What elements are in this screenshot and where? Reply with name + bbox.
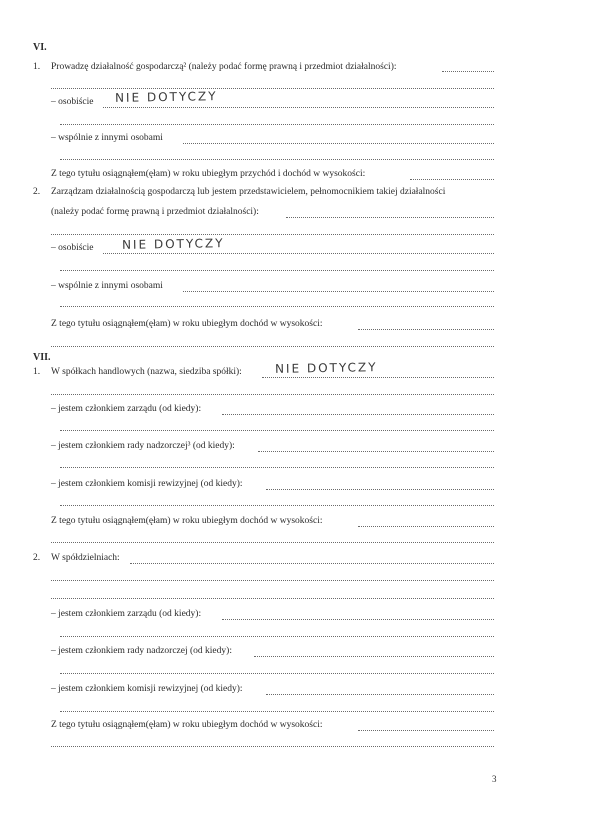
jointly-answer-line[interactable] <box>183 291 494 292</box>
answer-line[interactable] <box>51 580 494 581</box>
answer-line[interactable] <box>60 673 494 674</box>
audit-committee-answer-line[interactable] <box>266 489 494 490</box>
answer-line[interactable] <box>60 124 494 125</box>
management-question-line1: Zarządzam działalnością gospodarczą lub jestem przedstawicielem, pełnomocnikiem takiej działalności <box>51 187 446 197</box>
answer-line[interactable] <box>51 88 494 89</box>
answer-line[interactable] <box>51 346 494 347</box>
audit-committee-answer-line[interactable] <box>266 694 494 695</box>
item-number: 1. <box>33 62 41 72</box>
companies-handwritten-value: NIE DOTYCZY <box>274 360 378 376</box>
item-number: 1. <box>33 367 41 377</box>
income-label: Z tego tytułu osiągnąłem(ęłam) w roku ubiegłym przychód i dochód w wysokości: <box>51 169 366 179</box>
income-answer-line[interactable] <box>410 179 494 180</box>
answer-line[interactable] <box>60 270 494 271</box>
income-label: Z tego tytułu osiągnąłem(ęłam) w roku ubiegłym dochód w wysokości: <box>51 720 323 730</box>
income-label: Z tego tytułu osiągnąłem(ęłam) w roku ubiegłym dochód w wysokości: <box>51 319 323 329</box>
companies-answer-line[interactable] <box>262 377 494 378</box>
companies-question: W spółkach handlowych (nazwa, siedziba spółki): <box>51 367 242 377</box>
personally-handwritten-value: NIE DOTYCZY <box>121 236 225 252</box>
personally-handwritten-value: NIE DOTYCZY <box>114 89 218 105</box>
answer-line[interactable] <box>51 394 494 395</box>
personally-answer-line[interactable] <box>103 253 494 254</box>
management-question-line2: (należy podać formę prawną i przedmiot działalności): <box>51 207 259 217</box>
item-number: 2. <box>33 187 41 197</box>
audit-committee-label: – jestem członkiem komisji rewizyjnej (od kiedy): <box>51 479 243 489</box>
answer-line[interactable] <box>51 234 494 235</box>
answer-line[interactable] <box>60 636 494 637</box>
personally-label: – osobiście <box>51 243 94 253</box>
business-activity-question: Prowadzę działalność gospodarczą² (należy podać formę prawną i przedmiot działalności): <box>51 62 397 72</box>
income-answer-line[interactable] <box>358 329 494 330</box>
page-number: 3 <box>492 774 497 784</box>
jointly-label: – wspólnie z innymi osobami <box>51 281 163 291</box>
answer-line[interactable] <box>60 711 494 712</box>
section-vi-heading: VI. <box>33 42 47 53</box>
board-member-label: – jestem członkiem zarządu (od kiedy): <box>51 404 202 414</box>
answer-line[interactable] <box>60 159 494 160</box>
answer-line[interactable] <box>60 306 494 307</box>
answer-line[interactable] <box>51 598 494 599</box>
answer-line[interactable] <box>286 217 494 218</box>
answer-line[interactable] <box>60 467 494 468</box>
answer-line[interactable] <box>51 746 494 747</box>
income-label: Z tego tytułu osiągnąłem(ęłam) w roku ubiegłym dochód w wysokości: <box>51 516 323 526</box>
income-answer-line[interactable] <box>358 526 494 527</box>
jointly-answer-line[interactable] <box>183 143 494 144</box>
item-number: 2. <box>33 553 41 563</box>
section-vii-heading: VII. <box>33 352 51 363</box>
personally-answer-line[interactable] <box>103 107 494 108</box>
board-member-answer-line[interactable] <box>222 619 494 620</box>
supervisory-board-label: – jestem członkiem rady nadzorczej³ (od kiedy): <box>51 441 235 451</box>
cooperatives-answer-line[interactable] <box>130 563 494 564</box>
supervisory-board-label: – jestem członkiem rady nadzorczej (od kiedy): <box>51 646 232 656</box>
supervisory-board-answer-line[interactable] <box>254 656 494 657</box>
personally-label: – osobiście <box>51 97 94 107</box>
supervisory-board-answer-line[interactable] <box>258 451 494 452</box>
answer-line[interactable] <box>60 430 494 431</box>
answer-line[interactable] <box>442 71 494 72</box>
board-member-answer-line[interactable] <box>222 414 494 415</box>
cooperatives-question: W spółdzielniach: <box>51 553 120 563</box>
board-member-label: – jestem członkiem zarządu (od kiedy): <box>51 609 202 619</box>
audit-committee-label: – jestem członkiem komisji rewizyjnej (od kiedy): <box>51 684 243 694</box>
answer-line[interactable] <box>51 542 494 543</box>
jointly-label: – wspólnie z innymi osobami <box>51 133 163 143</box>
income-answer-line[interactable] <box>358 730 494 731</box>
answer-line[interactable] <box>60 505 494 506</box>
